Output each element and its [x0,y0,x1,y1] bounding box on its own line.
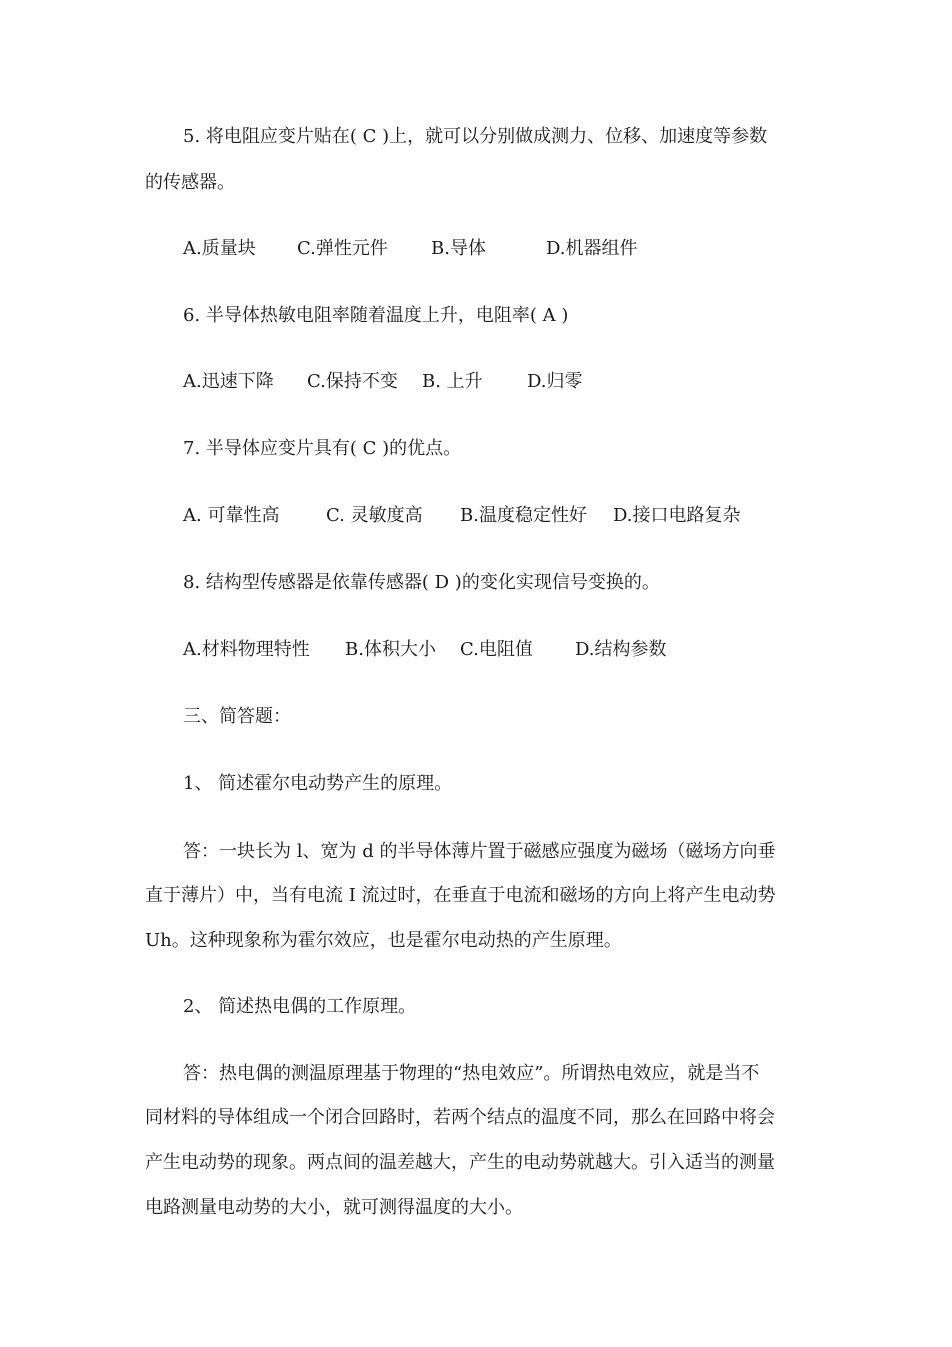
q5-option-c: C.弹性元件 [297,238,388,259]
q8-stem: 8. 结构型传感器是依靠传感器( D )的变化实现信号变换的。 [183,572,660,593]
q5-option-a: A.质量块 [183,238,256,259]
q5-option-b: B.导体 [431,238,486,259]
q6-option-b: B. 上升 [422,371,483,392]
sq1-question: 1、 简述霍尔电动势产生的原理。 [183,773,453,794]
q7-option-b: B.温度稳定性好 [460,505,587,526]
sq1-answer-line1: 答：一块长为 l、宽为 d 的半导体薄片置于磁感应强度为磁场（磁场方向垂 [183,841,776,862]
q7-stem: 7. 半导体应变片具有( C )的优点。 [183,438,462,459]
q6-stem: 6. 半导体热敏电阻率随着温度上升，电阻率( A ) [183,305,569,326]
sq2-answer-line2: 同材料的导体组成一个闭合回路时，若两个结点的温度不同，那么在回路中将会 [145,1107,775,1128]
sq2-answer-line3: 产生电动势的现象。两点间的温差越大，产生的电动势就越大。引入适当的测量 [145,1152,775,1173]
sq2-answer-line4: 电路测量电动势的大小，就可测得温度的大小。 [145,1197,523,1218]
q6-option-d: D.归零 [527,371,583,392]
q5-stem-line1: 5. 将电阻应变片贴在( C )上，就可以分别做成测力、位移、加速度等参数 [183,126,768,147]
q6-option-a: A.迅速下降 [183,371,274,392]
q8-option-a: A.材料物理特性 [183,639,310,660]
q8-option-b: B.体积大小 [345,639,436,660]
q5-stem-line2: 的传感器。 [145,172,235,193]
q6-option-c: C.保持不变 [307,371,398,392]
q7-option-d: D.接口电路复杂 [613,505,741,526]
q7-option-a: A. 可靠性高 [183,505,280,526]
q5-option-d: D.机器组件 [546,238,638,259]
section-heading-short-answer: 三、简答题： [183,706,291,727]
q8-option-c: C.电阻值 [460,639,533,660]
q8-option-d: D.结构参数 [575,639,667,660]
sq2-question: 2、 简述热电偶的工作原理。 [183,996,417,1017]
q7-option-c: C. 灵敏度高 [326,505,423,526]
sq1-answer-line3: Uh。这种现象称为霍尔效应，也是霍尔电动热的产生原理。 [145,930,622,951]
sq2-answer-line1: 答：热电偶的测温原理基于物理的“热电效应”。所谓热电效应，就是当不 [183,1063,760,1084]
sq1-answer-line2: 直于薄片）中，当有电流 I 流过时，在垂直于电流和磁场的方向上将产生电动势 [145,885,776,906]
